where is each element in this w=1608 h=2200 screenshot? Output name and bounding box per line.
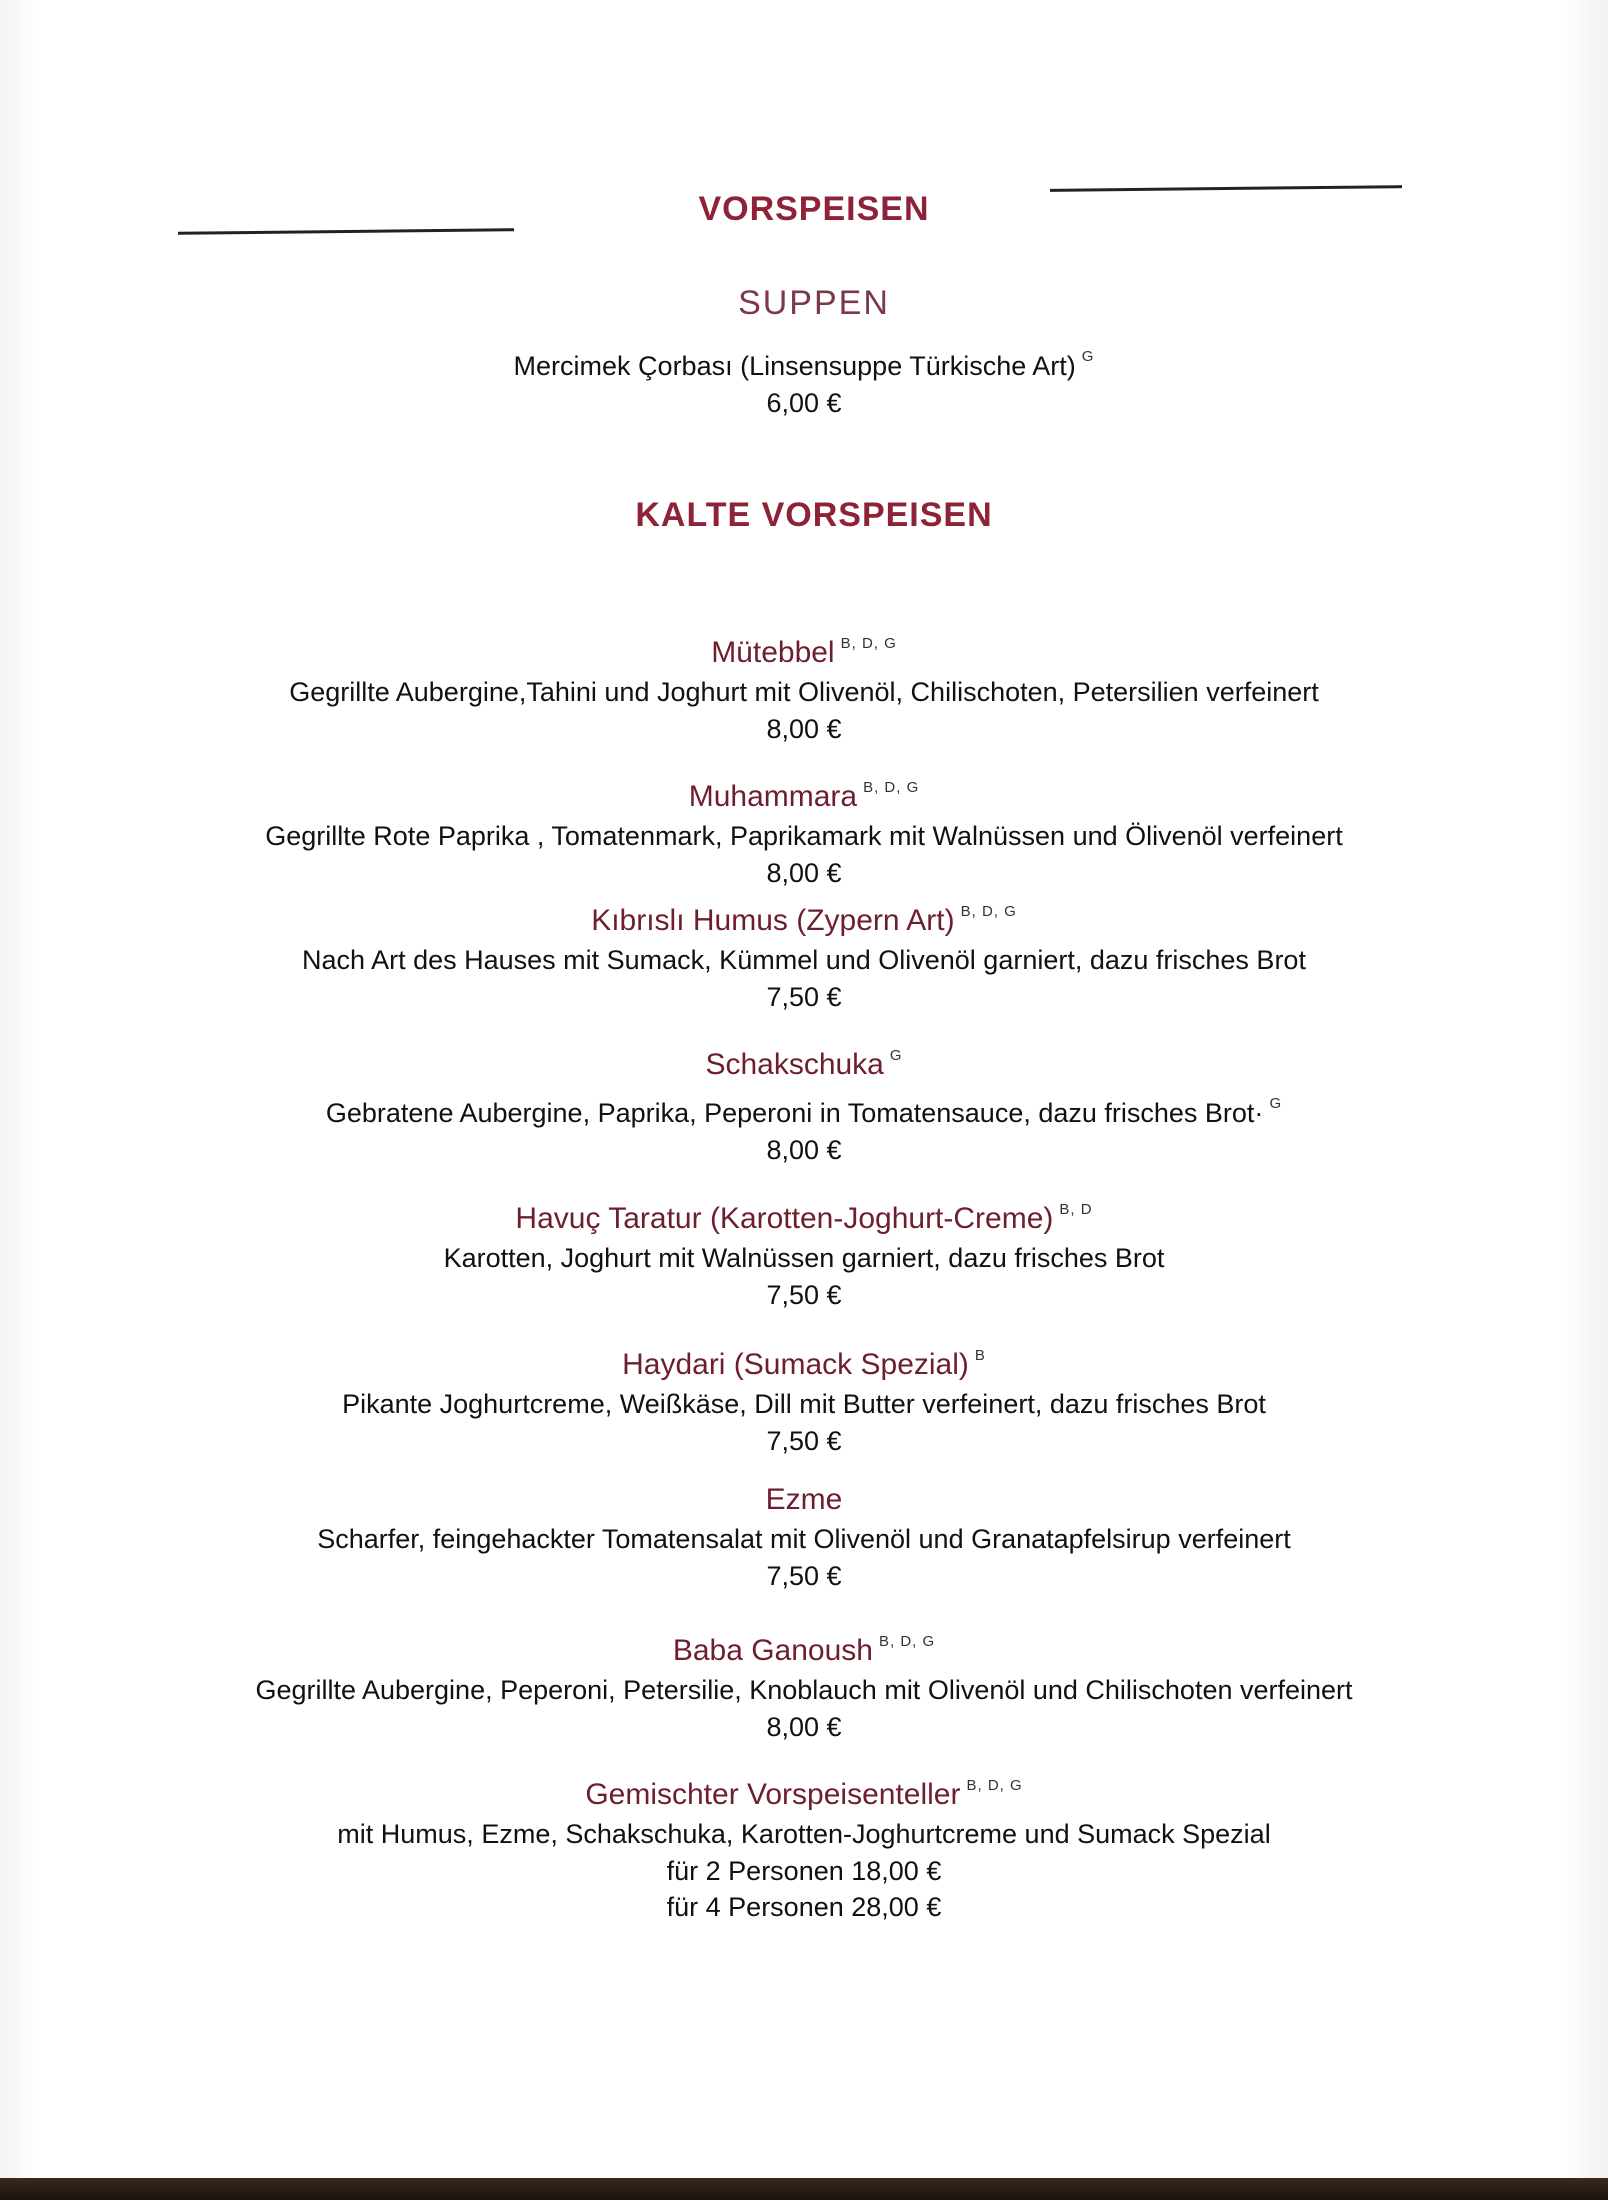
item-name: Muhammara $^{B, D, G}$ (688, 779, 920, 813)
item-name: Baba Ganoush $^{B, D, G}$ (672, 1633, 936, 1667)
item-description: Scharfer, feingehackter Tomatensalat mit Olivenöl und Granatapfelsirup verfeinert (317, 1524, 1291, 1554)
item-price: 7,50 € (766, 1561, 842, 1591)
menu-item-vorspeisenteller (0, 1766, 1608, 1925)
menu-item-ezme (0, 1480, 1608, 1594)
item-price: 7,50 € (766, 982, 842, 1012)
item-price: 6,00 € (766, 388, 842, 418)
item-description: Nach Art des Hauses mit Sumack, Kümmel und Olivenöl garniert, dazu frisches Brot (302, 945, 1306, 975)
menu-item-haydari (0, 1336, 1608, 1459)
item-description: mit Humus, Ezme, Schakschuka, Karotten-Joghurtcreme und Sumack Spezial (337, 1819, 1271, 1849)
menu-item-havuc-taratur (0, 1190, 1608, 1313)
item-name: Mütebbel $^{B, D, G}$ (711, 635, 897, 669)
item-description: Gegrillte Aubergine,Tahini und Joghurt mit Olivenöl, Chilischoten, Petersilien verfeinert (289, 677, 1319, 707)
menu-item-muhammara (0, 768, 1608, 891)
menu-item-schakschuka (0, 1036, 1608, 1168)
item-name: Haydari (Sumack Spezial) $^B$ (622, 1347, 986, 1381)
item-description: Gegrillte Rote Paprika , Tomatenmark, Paprikamark mit Walnüssen und Ölivenöl verfeinert (265, 821, 1343, 851)
menu-item-kibrisli-humus (0, 892, 1608, 1015)
item-description: Karotten, Joghurt mit Walnüssen garniert, dazu frisches Brot (443, 1243, 1165, 1273)
menu-item-mutebbel (0, 624, 1608, 747)
item-price: 8,00 € (766, 1712, 842, 1742)
item-description: Pikante Joghurtcreme, Weißkäse, Dill mit Butter verfeinert, dazu frisches Brot (342, 1389, 1266, 1419)
item-price-2-persons: für 2 Personen 18,00 € (666, 1856, 942, 1886)
item-description: Gebratene Aubergine, Paprika, Peperoni in Tomatensauce, dazu frisches Brot· $^G$ (325, 1095, 1283, 1128)
item-name: Ezme (765, 1483, 843, 1516)
heading-kalte-vorspeisen: KALTE VORSPEISEN (635, 496, 993, 534)
table-edge (0, 2178, 1608, 2200)
item-price: 8,00 € (766, 714, 842, 744)
item-name: Schakschuka $^G$ (705, 1047, 903, 1081)
item-price-4-persons: für 4 Personen 28,00 € (666, 1892, 942, 1922)
item-price: 7,50 € (766, 1426, 842, 1456)
item-name: Gemischter Vorspeisenteller $^{B, D, G}$ (585, 1777, 1023, 1811)
item-description: Gegrillte Aubergine, Peperoni, Petersilie, Knoblauch mit Olivenöl und Chilischoten verfeinert (255, 1675, 1353, 1705)
item-name: Havuç Taratur (Karotten-Joghurt-Creme) $^{B, D}$ (515, 1201, 1093, 1235)
item-price: 7,50 € (766, 1280, 842, 1310)
item-description: Mercimek Çorbası (Linsensuppe Türkische Art) $^G$ (513, 348, 1095, 381)
heading-vorspeisen: VORSPEISEN (698, 190, 930, 228)
item-price: 8,00 € (766, 1135, 842, 1165)
item-name: Kıbrıslı Humus (Zypern Art) $^{B, D, G}$ (591, 903, 1017, 937)
menu-item-baba-ganoush (0, 1622, 1608, 1745)
menu-item-mercimek (0, 338, 1608, 421)
left-divider-line (178, 228, 514, 235)
heading-suppen: SUPPEN (738, 284, 890, 322)
item-price: 8,00 € (766, 858, 842, 888)
